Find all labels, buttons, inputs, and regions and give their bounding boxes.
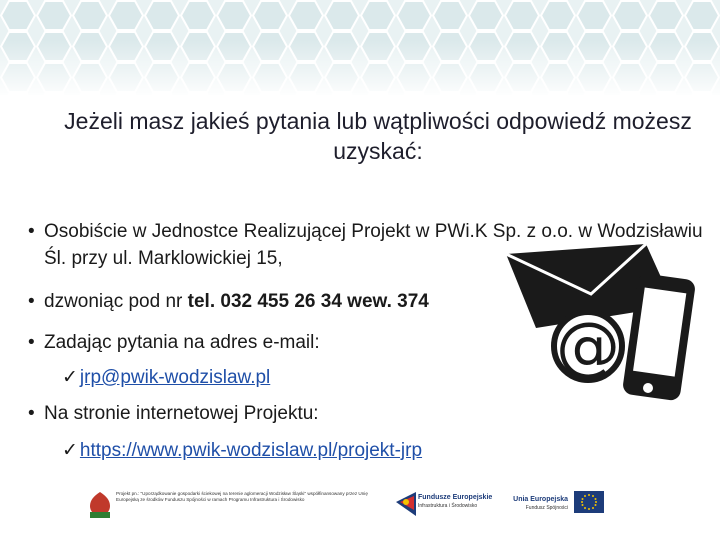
- checkmark-icon: ✓: [62, 367, 78, 388]
- page-title: Jeżeli masz jakieś pytania lub wątpliwości odpowiedź możesz uzyskać:: [64, 108, 692, 164]
- email-link[interactable]: jrp@pwik-wodzislaw.pl: [79, 367, 271, 388]
- email-sub-item: [62, 364, 270, 391]
- bullet-in-person: • Osobiście w Jednostce Realizującej Projekt w PWi.K Sp. z o.o. w Wodzisławiu Śl. przy ul. Marklowickiej 15,: [28, 221, 703, 269]
- eu-flag-icon: [574, 491, 604, 513]
- at-sign-icon: [554, 310, 622, 384]
- website-link[interactable]: https://www.pwik-wodzislaw.pl/projekt-jrp: [79, 440, 423, 461]
- phone-number: tel. 032 455 26 34 wew. 374: [187, 291, 429, 312]
- bullet-website: • Na stronie internetowej Projektu:: [28, 403, 319, 424]
- project-logo-icon: [86, 490, 114, 520]
- contact-illustration: [496, 236, 700, 446]
- fundusze-europejskie-logo-icon: [394, 488, 418, 518]
- bullet-email: • Zadając pytania na adres e-mail:: [28, 332, 320, 353]
- fund-subtitle: Infrastruktura i Środowisko: [418, 503, 478, 509]
- project-description: Projekt pn.: "Uporządkowanie gospodarki ściekowej na terenie aglomeracji Wodzisław Śląski" współfinansowany przez Unię Europejską ze środków Funduszu Spójności w ramach Programu Infrastruktura i Środowisko: [116, 491, 368, 502]
- eu-subtitle: Fundusz Spójności: [525, 505, 568, 511]
- website-sub-item: [62, 437, 422, 464]
- bullet-email-text: Zadając pytania na adres e-mail:: [44, 332, 320, 353]
- header-hex-background: [0, 0, 720, 95]
- eu-title: Unia Europejska: [513, 496, 568, 503]
- checkmark-icon: ✓: [62, 440, 78, 461]
- bullet-phone-prefix: dzwoniąc pod nr: [44, 291, 188, 312]
- fundusze-europejskie-label: [418, 494, 492, 510]
- bullet-website-text: Na stronie internetowej Projektu:: [44, 403, 319, 424]
- bullet-phone: • dzwoniąc pod nr tel. 032 455 26 34 wew. 374: [28, 291, 429, 312]
- bullet-in-person-text: Osobiście w Jednostce Realizującej Projekt w PWi.K Sp. z o.o. w Wodzisławiu Śl. przy ul. Marklowickiej 15,: [44, 221, 703, 269]
- eu-label: [508, 496, 568, 512]
- fund-title: Fundusze Europejskie: [418, 494, 493, 501]
- svg-text:@: @: [556, 310, 620, 384]
